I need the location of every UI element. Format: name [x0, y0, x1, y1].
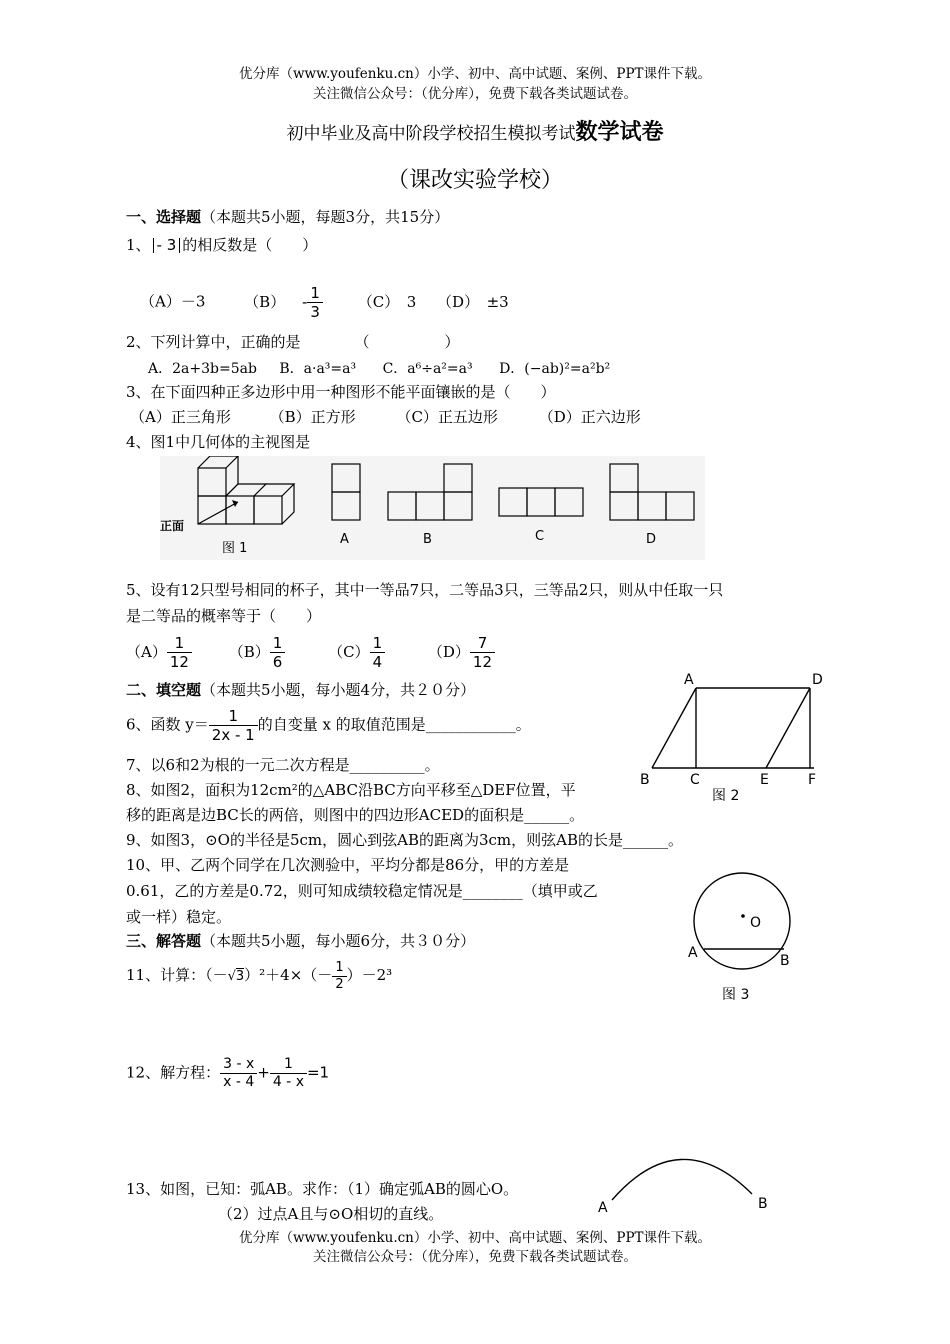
q2-option-a: A．2a+3b=5ab	[148, 361, 257, 377]
section-3-note: （本题共5小题，每小题6分，共３０分）	[201, 932, 476, 950]
q5-a-den: 12	[169, 653, 189, 671]
question-9: 9、如图3，⊙O的半径是5cm，圆心到弦AB的距离为3cm，则弦AB的长是______。	[126, 831, 684, 849]
section-2-heading	[126, 683, 475, 698]
section-1-note: （本题共5小题，每题3分，共15分）	[201, 208, 450, 226]
q1-text: 的相反数是（ ）	[182, 236, 318, 254]
q5-option-b-fraction	[270, 634, 286, 671]
question-10-line-3: 或一样）稳定。	[126, 908, 232, 926]
q3-option-c: （C）正五边形	[396, 408, 498, 426]
q6-num: 1	[209, 707, 258, 726]
fig2-label-d: D	[812, 672, 823, 688]
arc-figure	[590, 1148, 780, 1218]
fig3-label-o: O	[750, 915, 762, 931]
question-5-line-1: 5、设有12只型号相同的杯子，其中一等品7只，二等品3只，三等品2只，则从中任取一只	[126, 581, 724, 599]
q2-options	[148, 362, 610, 376]
q3-option-a: （A）正三角形	[130, 408, 231, 426]
q2-text: 2、下列计算中，正确的是	[126, 333, 301, 351]
q5-d-num: 7	[470, 634, 495, 653]
question-7: 7、以6和2为根的一元二次方程是__________。	[126, 756, 440, 774]
q5-d-den: 12	[472, 653, 493, 671]
q5-a-num: 1	[167, 634, 192, 653]
section-2-note: （本题共5小题，每小题4分，共２０分）	[201, 681, 476, 699]
fig2-label-f: F	[808, 772, 817, 788]
title-main: 初中毕业及高中阶段学校招生模拟考试	[286, 124, 576, 144]
q11-mid: ）²＋4×（－	[244, 966, 333, 985]
q5-option-a-fraction	[167, 634, 192, 671]
question-8-line-2: 移的距离是边BC长的两倍，则图中的四边形ACED的面积是______。	[126, 806, 585, 824]
q5-options	[126, 634, 495, 671]
q2-option-b: B．a·a³=a³	[279, 361, 357, 377]
q3-option-b: （B）正方形	[269, 408, 356, 426]
q5-option-d-label: （D）	[427, 643, 470, 661]
figure-label-c: C	[535, 529, 545, 544]
question-2	[126, 335, 460, 350]
q1-b-denominator: 3	[310, 303, 320, 321]
q6-prefix: 6、函数 y＝	[126, 715, 209, 734]
q11-den: 2	[335, 976, 344, 992]
q12-fraction-1	[220, 1056, 257, 1091]
section-1-heading	[126, 210, 449, 225]
q1-option-b-fraction	[307, 284, 323, 321]
q11-sqrt: √3	[227, 969, 245, 985]
fig3-label-b: B	[780, 953, 790, 969]
q1-option-b-label: （B）	[244, 292, 286, 311]
q1-option-a: （A）－3	[140, 292, 206, 311]
q3-option-d: （D）正六边形	[538, 408, 641, 426]
q1-b-numerator: 1	[307, 284, 323, 303]
q5-c-den: 4	[372, 653, 383, 671]
q5-c-num: 1	[370, 634, 386, 653]
figure-2	[632, 668, 832, 808]
question-4: 4、图1中几何体的主视图是	[126, 433, 311, 451]
front-label: 正面	[160, 519, 185, 533]
figure-label-b: B	[423, 532, 432, 547]
page-title	[0, 122, 950, 144]
q5-option-c-fraction	[370, 634, 386, 671]
q3-options	[130, 410, 641, 425]
q12-prefix: 12、解方程：	[126, 1063, 221, 1082]
q11-radicand: 3	[235, 969, 245, 985]
question-5-line-2: 是二等品的概率等于（ ）	[126, 607, 322, 625]
arc-label-a: A	[598, 1200, 608, 1216]
fig3-label-a: A	[688, 945, 698, 961]
question-13-line-2: （2）过点A且与⊙O相切的直线。	[218, 1205, 444, 1223]
q11-end: ）－2³	[346, 966, 393, 985]
fig2-label-c: C	[690, 772, 700, 788]
title-bold: 数学试卷	[575, 120, 664, 145]
question-13-line-1: 13、如图，已知：弧AB。求作：（1）确定弧AB的圆心O。	[126, 1180, 519, 1198]
q5-option-b-label: （B）	[228, 643, 270, 661]
q1-option-d: （D） ±3	[437, 292, 509, 311]
figure-1	[160, 456, 705, 560]
question-10-line-1: 10、甲、乙两个同学在几次测验中，平均分都是86分，甲的方差是	[126, 856, 570, 874]
fig3-caption: 图 3	[722, 987, 750, 1003]
question-3: 3、在下面四种正多边形中用一种图形不能平面镶嵌的是（ ）	[126, 383, 556, 401]
q2-paren: （ ）	[354, 333, 460, 351]
fig2-label-e: E	[760, 772, 769, 788]
arc-label-b: B	[758, 1196, 768, 1212]
q5-option-d-fraction	[470, 634, 495, 671]
q2-option-c: C．a⁶÷a²=a³	[382, 361, 473, 377]
q2-option-d: D．(−ab)²=a²b²	[499, 361, 611, 377]
q6-fraction	[209, 707, 258, 744]
q5-b-den: 6	[272, 653, 283, 671]
fig2-label-b: B	[640, 772, 650, 788]
question-8-line-1: 8、如图2，面积为12cm²的△ABC沿BC方向平移至△DEF位置，平	[126, 781, 576, 799]
header-line-1: 优分库（www.youfenku.cn）小学、初中、高中试题、案例、PPT课件下载。	[238, 66, 712, 82]
section-2-label: 二、填空题	[126, 681, 202, 699]
q1-absolute-value: - 3	[153, 238, 181, 253]
figure-1-caption: 图 1	[222, 541, 248, 556]
figure-label-d: D	[646, 532, 657, 547]
q12-n1: 3 - x	[220, 1056, 257, 1074]
section-3-label: 三、解答题	[126, 932, 202, 950]
q12-fraction-2	[270, 1056, 307, 1091]
q1-option-c: （C） 3	[357, 292, 417, 311]
footer-line-1: 优分库（www.youfenku.cn）小学、初中、高中试题、案例、PPT课件下载。	[238, 1230, 712, 1246]
figure-3	[680, 865, 810, 1007]
figure-label-a: A	[340, 532, 349, 547]
header-line-2: 关注微信公众号：（优分库），免费下载各类试题试卷。	[313, 86, 637, 102]
q5-option-c-label: （C）	[328, 643, 370, 661]
q12-n2: 1	[270, 1056, 307, 1074]
q5-b-num: 1	[270, 634, 286, 653]
fig2-label-a: A	[684, 672, 694, 688]
page-subtitle: （课改实验学校）	[386, 168, 563, 193]
q6-den: 2x - 1	[211, 726, 255, 744]
q11-num: 1	[332, 960, 346, 977]
q12-end: =1	[306, 1063, 330, 1082]
q12-d1: x - 4	[223, 1073, 255, 1090]
footer-line-2: 关注微信公众号：（优分库），免费下载各类试题试卷。	[313, 1249, 637, 1265]
q6-text: 的自变量 x 的取值范围是____________。	[257, 715, 531, 734]
q11-prefix: 11、计算：（－	[126, 966, 228, 985]
q12-plus: +	[257, 1063, 270, 1082]
question-10-line-2: 0.61，乙的方差是0.72，则可知成绩较稳定情况是________（填甲或乙	[126, 882, 598, 900]
q11-fraction	[332, 960, 346, 992]
q5-option-a-label: （A）	[126, 643, 167, 661]
question-12	[126, 1056, 329, 1091]
section-3-heading	[126, 934, 475, 949]
section-1-label: 一、选择题	[126, 208, 202, 226]
question-6	[126, 707, 531, 744]
q1-option-b-sign: -	[301, 292, 308, 311]
question-1	[126, 238, 317, 253]
q12-d2: 4 - x	[272, 1073, 304, 1090]
question-11	[126, 960, 392, 992]
fig2-caption: 图 2	[712, 788, 740, 804]
q1-prefix: 1、	[126, 236, 151, 254]
q1-options	[140, 284, 509, 321]
